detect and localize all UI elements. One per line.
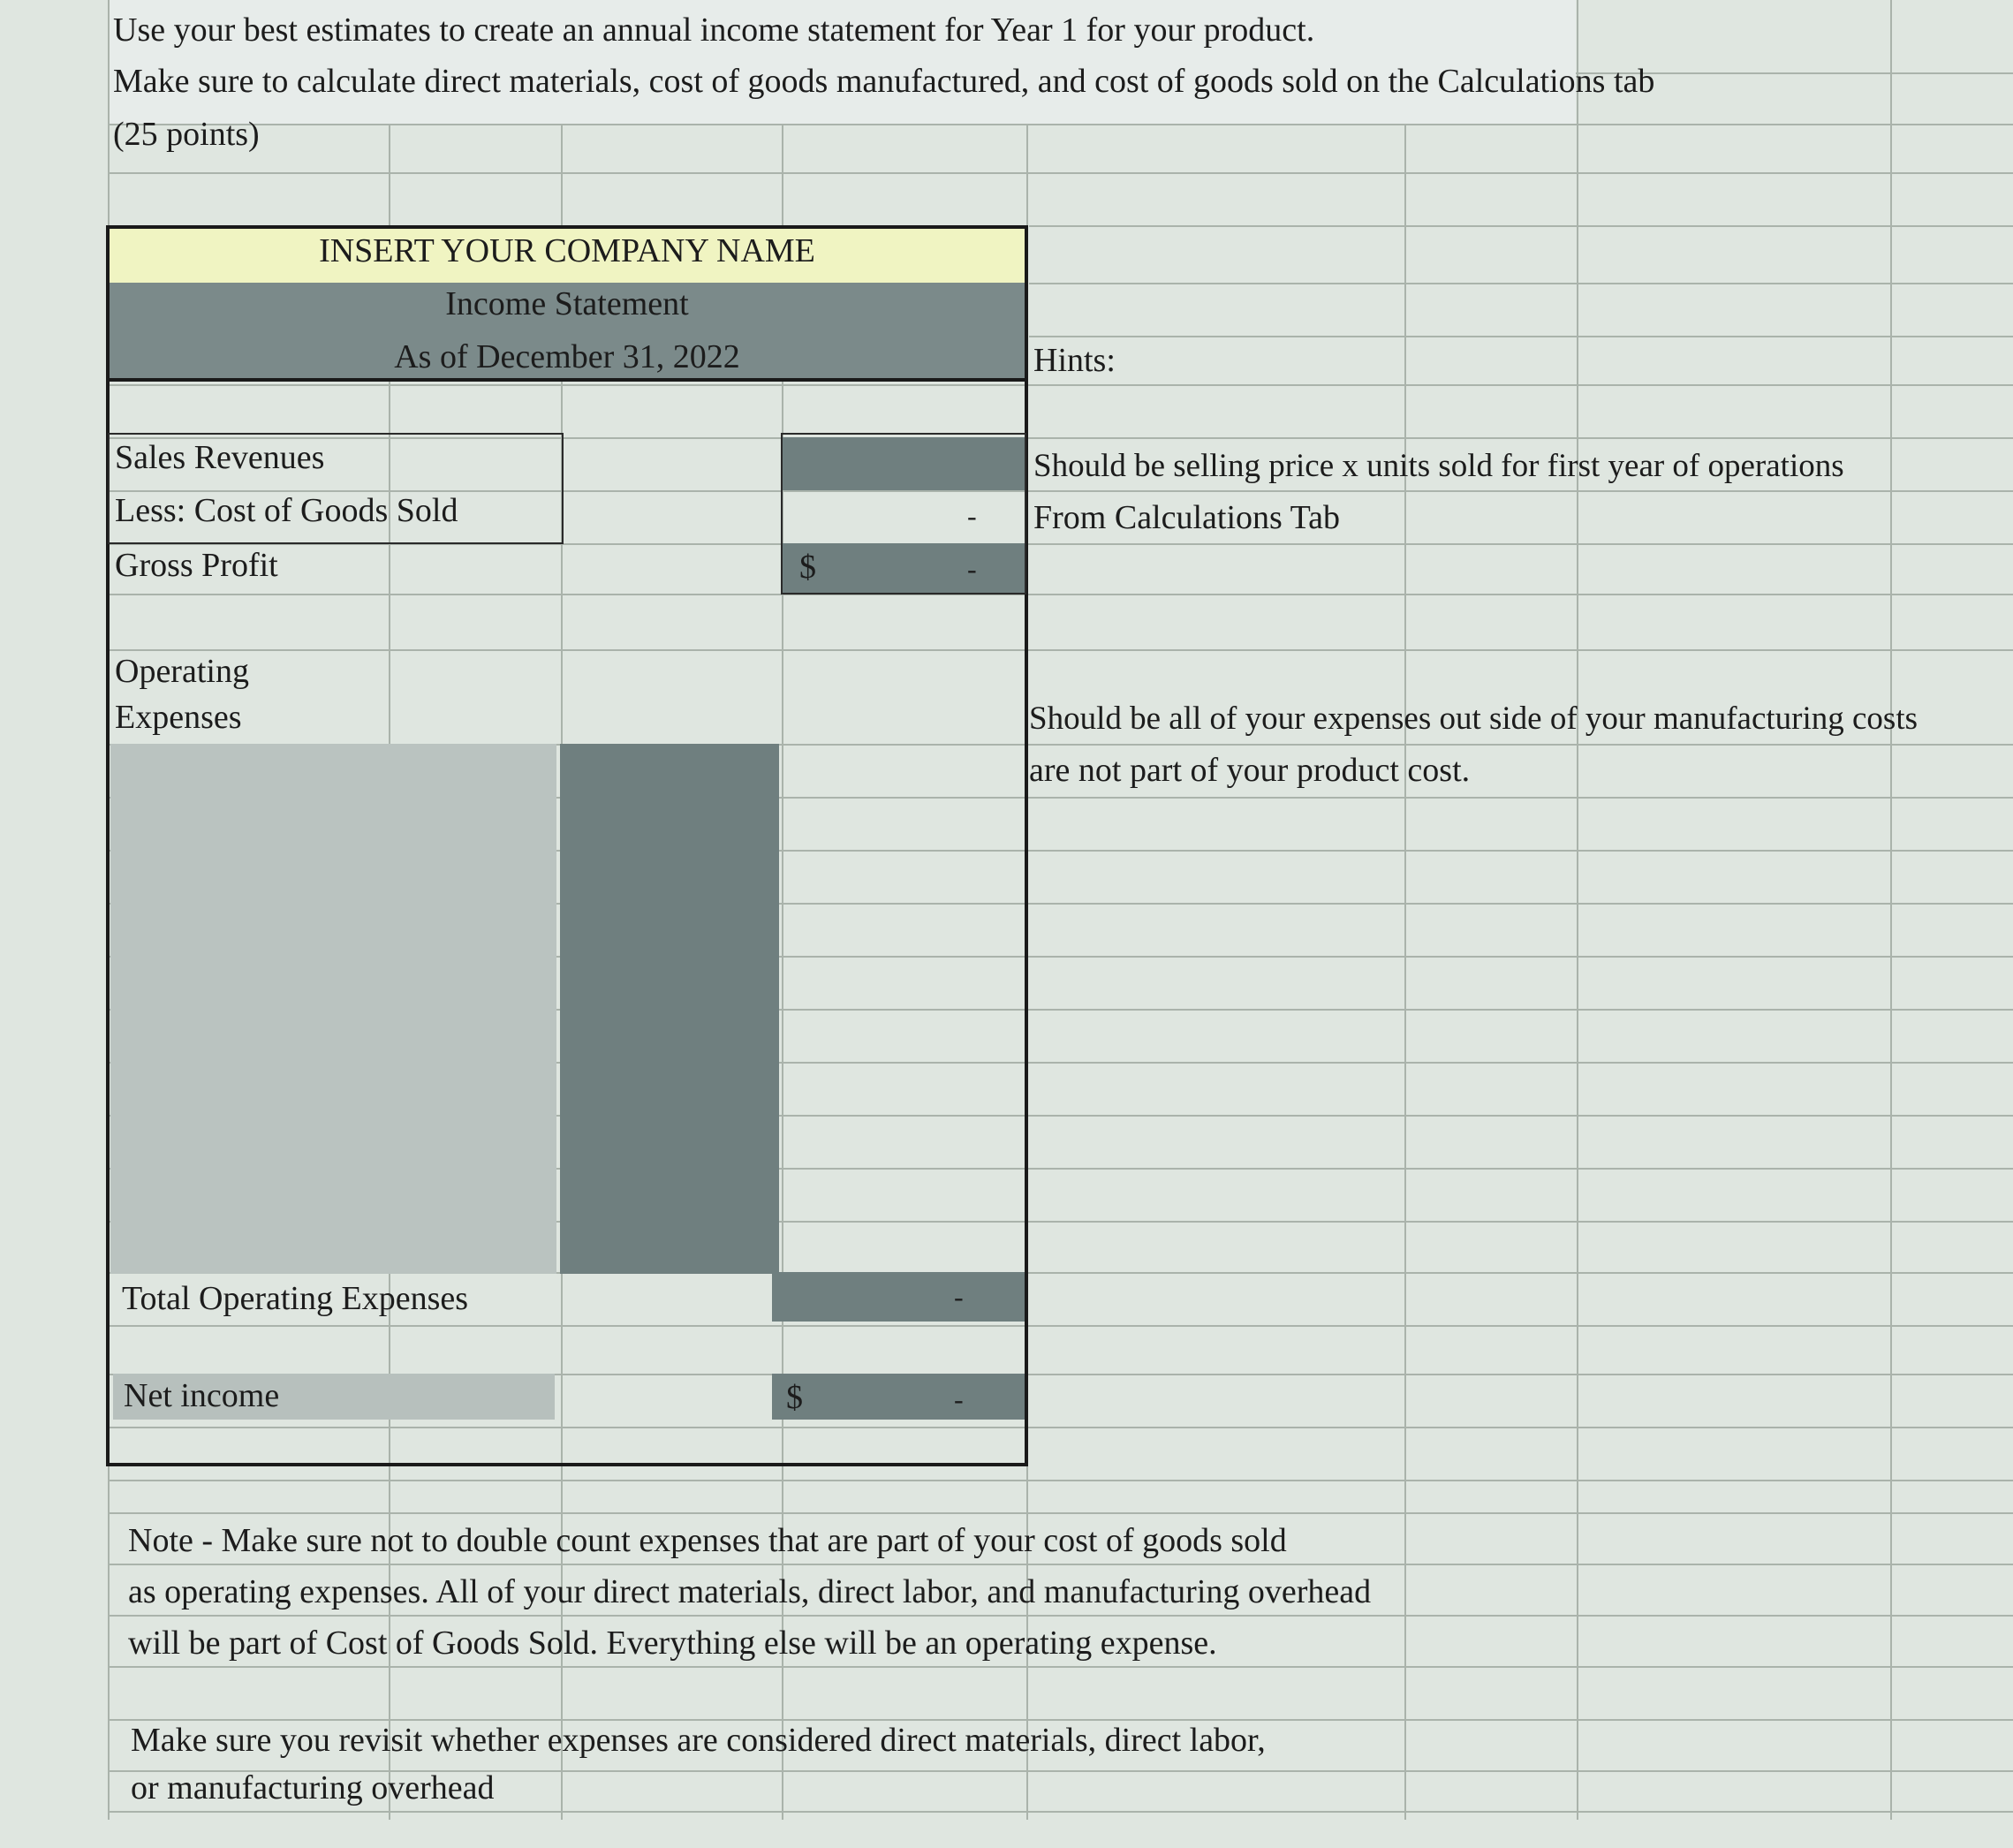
revisit-line-2: or manufacturing overhead: [131, 1769, 495, 1806]
grid-line: [108, 1325, 2013, 1327]
revisit-line-1: Make sure you revisit whether expenses are considered direct materials, direct labor,: [131, 1722, 1266, 1759]
cogs-value[interactable]: -: [967, 500, 977, 532]
gross-profit-currency: $: [799, 549, 816, 586]
company-name: INSERT YOUR COMPANY NAME: [319, 232, 815, 269]
instructions-points: (25 points): [113, 116, 260, 153]
total-operating-expenses-label: Total Operating Expenses: [122, 1280, 469, 1317]
statement-border-left: [106, 225, 110, 1466]
grid-line: [108, 1811, 2013, 1813]
grid-line: [108, 649, 2013, 651]
grid-line: [1029, 336, 2013, 337]
net-income-value-cell[interactable]: [772, 1374, 1025, 1420]
statement-border-top: [106, 225, 1028, 229]
grid-line: [108, 1666, 2013, 1668]
grid-line: [1577, 0, 1578, 1820]
hint-sales: Should be selling price x units sold for first year of operations: [1033, 448, 1844, 484]
gross-profit-label: Gross Profit: [115, 547, 278, 584]
grid-line: [108, 172, 2013, 174]
opex-label-inputs[interactable]: [110, 744, 556, 1274]
hint-cogs: From Calculations Tab: [1033, 499, 1341, 536]
net-income-value: -: [954, 1383, 964, 1415]
grid-line: [1029, 225, 2013, 227]
statement-border-right: [1025, 225, 1028, 1466]
grid-line: [108, 1512, 2013, 1514]
grid-line: [108, 1615, 2013, 1617]
sales-revenues-value-cell[interactable]: [783, 437, 1025, 490]
hints-label: Hints:: [1033, 342, 1116, 379]
statement-header-border: [106, 378, 1028, 382]
statement-date: As of December 31, 2022: [394, 338, 740, 375]
grid-line: [108, 384, 2013, 386]
net-income-currency: $: [786, 1379, 803, 1416]
instructions-line-1: Use your best estimates to create an annual income statement for Year 1 for your product.: [113, 11, 1315, 49]
statement-title: Income Statement: [445, 285, 689, 322]
grid-line: [1029, 283, 2013, 284]
grid-line: [108, 1480, 2013, 1481]
gross-profit-value-cell[interactable]: [783, 543, 1025, 593]
total-opex-value-cell[interactable]: [772, 1272, 1025, 1322]
total-opex-value: -: [954, 1281, 964, 1313]
gross-profit-value: -: [967, 553, 977, 585]
grid-line: [108, 594, 2013, 595]
grid-line: [108, 1564, 2013, 1565]
statement-border-bottom: [106, 1463, 1028, 1466]
instructions-line-2: Make sure to calculate direct materials, cost of goods manufactured, and cost of goods sold on the Calculations tab: [113, 63, 1655, 100]
opex-value-inputs[interactable]: [560, 744, 779, 1274]
hint-opex-line2: are not part of your product cost.: [1029, 752, 1471, 789]
note-line-1: Note - Make sure not to double count expenses that are part of your cost of goods sold: [128, 1522, 1287, 1559]
operating-expenses-label-line1: Operating: [115, 653, 249, 690]
note-line-3: will be part of Cost of Goods Sold. Everything else will be an operating expense.: [128, 1625, 1217, 1662]
grid-line: [108, 1427, 2013, 1428]
cogs-label: Less: Cost of Goods Sold: [115, 492, 458, 529]
grid-line: [1404, 115, 1406, 1820]
grid-line: [1890, 0, 1892, 1820]
sales-revenues-label: Sales Revenues: [115, 439, 325, 476]
operating-expenses-label-line2: Expenses: [115, 699, 242, 736]
hint-opex-line1: Should be all of your expenses out side of your manufacturing costs: [1029, 701, 1918, 737]
net-income-label: Net income: [124, 1377, 280, 1414]
note-line-2: as operating expenses. All of your direct materials, direct labor, and manufacturing overhead: [128, 1573, 1372, 1610]
grid-line: [108, 124, 2013, 125]
